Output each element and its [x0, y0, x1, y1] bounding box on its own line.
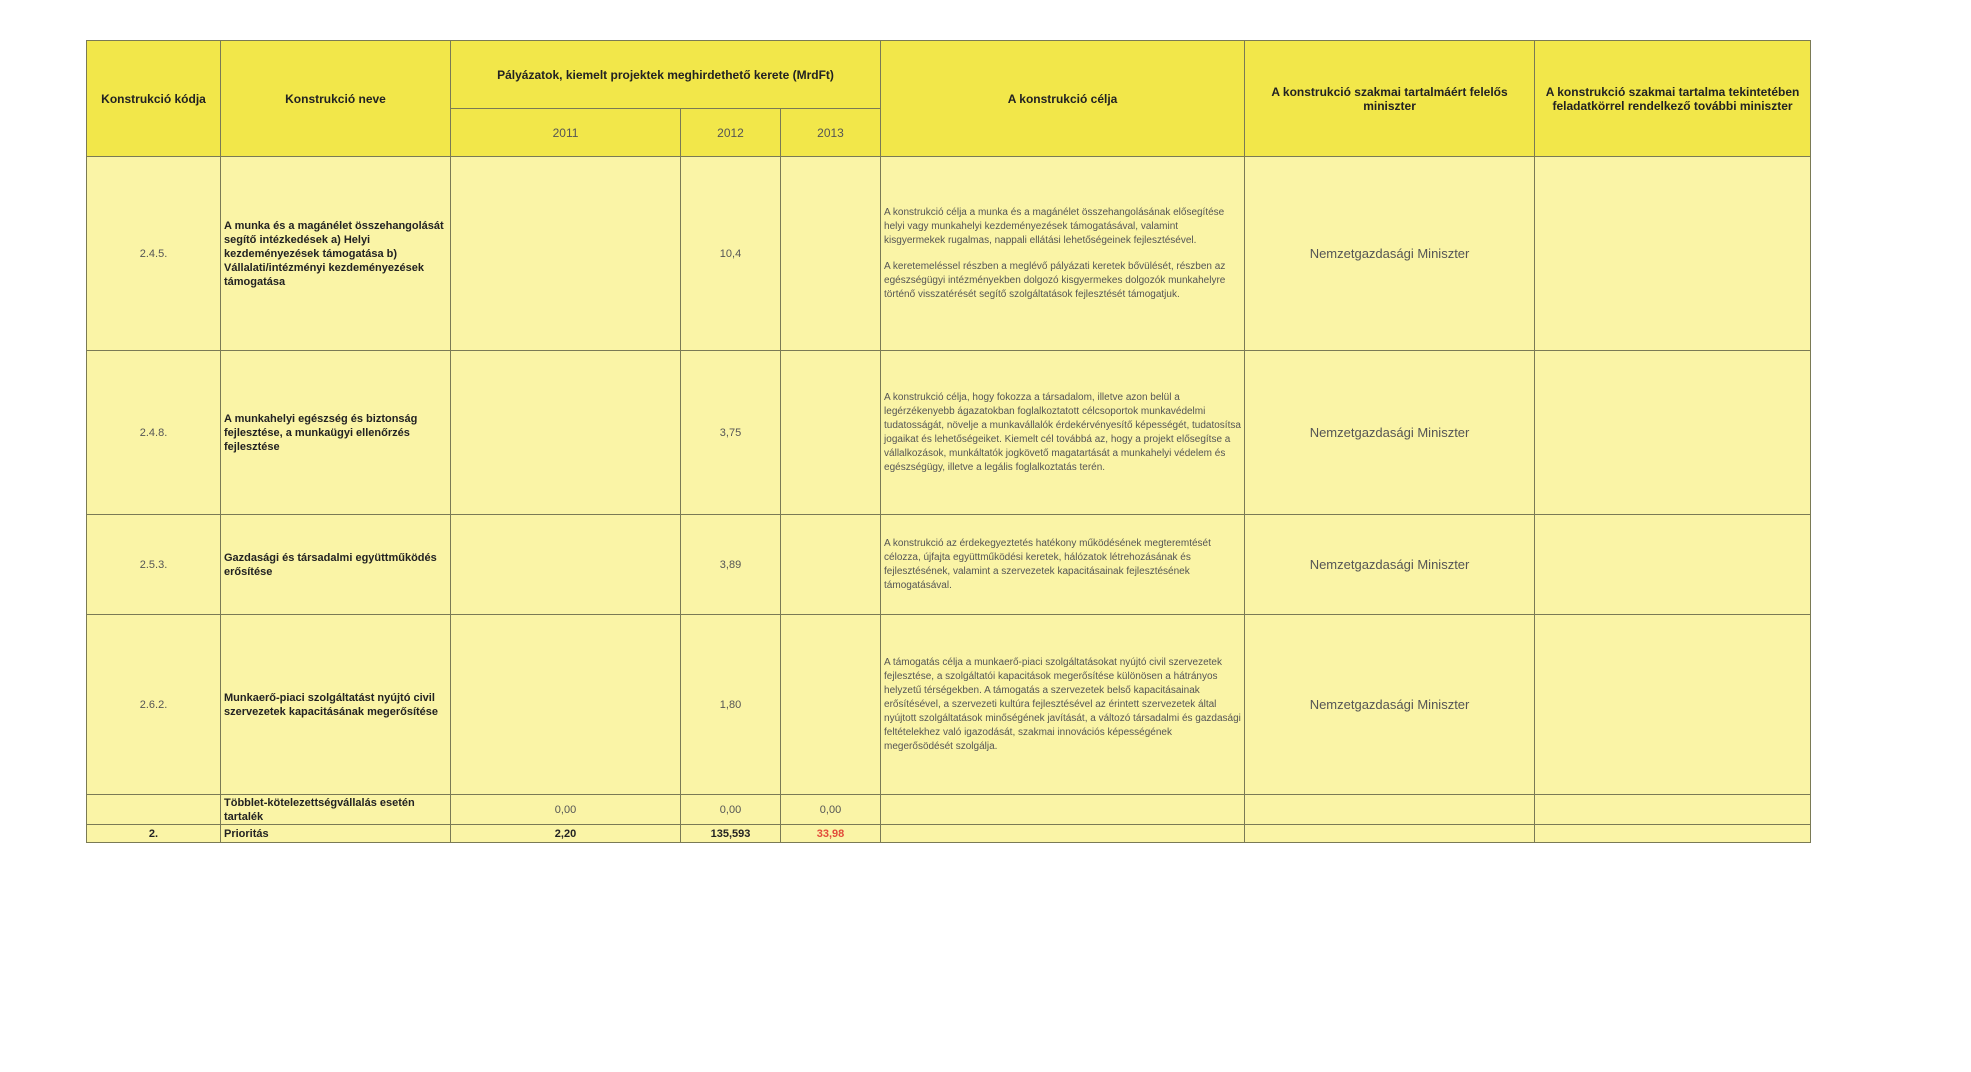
- row-code[interactable]: 2.6.2.: [87, 615, 221, 795]
- row-other-minister[interactable]: [1535, 615, 1811, 795]
- row-2011[interactable]: [451, 351, 681, 515]
- row-goal[interactable]: [881, 351, 1245, 515]
- header-budget[interactable]: Pályázatok, kiemelt projektek meghirdethető kerete (MrdFt): [451, 41, 881, 109]
- row-goal[interactable]: [881, 515, 1245, 615]
- row-2012[interactable]: 10,4: [681, 157, 781, 351]
- header-year-2011[interactable]: 2011: [451, 109, 681, 157]
- row-goal-paragraph: A konstrukció az érdekegyeztetés hatékony működésének megteremtését célozza, újfajta együttműködési keretek, hálózatok létrehozásának és fejlesztésének, valamint a szervezetek kapacitásainak fejlesztésének támogatásával.: [884, 537, 1211, 591]
- reserve-goal[interactable]: [881, 795, 1245, 825]
- header-goal[interactable]: A konstrukció célja: [881, 41, 1245, 157]
- row-2011[interactable]: [451, 615, 681, 795]
- total-2013[interactable]: 33,98: [781, 825, 881, 843]
- row-other-minister[interactable]: [1535, 515, 1811, 615]
- reserve-name[interactable]: Többlet-kötelezettségvállalás esetén tartalék: [221, 795, 451, 825]
- total-name[interactable]: Prioritás: [221, 825, 451, 843]
- row-minister[interactable]: Nemzetgazdasági Miniszter: [1245, 515, 1535, 615]
- row-2013[interactable]: [781, 157, 881, 351]
- reserve-2011[interactable]: 0,00: [451, 795, 681, 825]
- table-row: [87, 157, 1811, 351]
- row-2012[interactable]: 1,80: [681, 615, 781, 795]
- row-2013[interactable]: [781, 351, 881, 515]
- row-name[interactable]: A munka és a magánélet összehangolását segítő intézkedések a) Helyi kezdeményezések támogatása b) Vállalati/intézményi kezdeményezések támogatása: [221, 157, 451, 351]
- row-name[interactable]: A munkahelyi egészség és biztonság fejlesztése, a munkaügyi ellenőrzés fejlesztése: [221, 351, 451, 515]
- row-goal[interactable]: [881, 615, 1245, 795]
- total-code[interactable]: 2.: [87, 825, 221, 843]
- construction-table: [86, 40, 1811, 843]
- header-year-2012[interactable]: 2012: [681, 109, 781, 157]
- reserve-2012[interactable]: 0,00: [681, 795, 781, 825]
- row-name[interactable]: Gazdasági és társadalmi együttműködés erősítése: [221, 515, 451, 615]
- row-goal-paragraph: A keretemeléssel részben a meglévő pályázati keretek bővülését, részben az egészségügyi intézményekben dolgozó kisgyermekes dolgozók munkahelyre történő visszatérését segítő szolgáltatások fejlesztését támogatjuk.: [884, 260, 1226, 300]
- total-goal[interactable]: [881, 825, 1245, 843]
- header-name[interactable]: Konstrukció neve: [221, 41, 451, 157]
- row-2012[interactable]: 3,89: [681, 515, 781, 615]
- reserve-code[interactable]: [87, 795, 221, 825]
- total-2012[interactable]: 135,593: [681, 825, 781, 843]
- header-year-2013[interactable]: 2013: [781, 109, 881, 157]
- row-minister[interactable]: Nemzetgazdasági Miniszter: [1245, 351, 1535, 515]
- header-code[interactable]: Konstrukció kódja: [87, 41, 221, 157]
- row-2012[interactable]: 3,75: [681, 351, 781, 515]
- table-row: [87, 615, 1811, 795]
- total-other-minister[interactable]: [1535, 825, 1811, 843]
- row-2013[interactable]: [781, 515, 881, 615]
- row-goal-paragraph: A támogatás célja a munkaerő-piaci szolgáltatásokat nyújtó civil szervezetek fejlesztése, a szolgáltatói kapacitások megerősítése különösen a hátrányos helyzetű térségekben. A támogatás a szervezetek belső kapacitásainak erősítésével, a szervezeti kultúra fejlesztésével az érintett szervezetek által nyújtott szolgáltatások minőségének javítását, a változó társadalmi és gazdasági feltételekhez való igazodását, szakmai innovációs képességének megerősödését szolgálja.: [884, 656, 1241, 752]
- total-minister[interactable]: [1245, 825, 1535, 843]
- row-other-minister[interactable]: [1535, 157, 1811, 351]
- row-name[interactable]: Munkaerő-piaci szolgáltatást nyújtó civil szervezetek kapacitásának megerősítése: [221, 615, 451, 795]
- row-2013[interactable]: [781, 615, 881, 795]
- row-goal-paragraph: A konstrukció célja a munka és a magánélet összehangolásának elősegítése helyi vagy munkahelyi kezdeményezések támogatásával, valamint kisgyermekek rugalmas, nappali ellátási lehetőségeinek fejlesztésével.: [884, 206, 1225, 246]
- row-2011[interactable]: [451, 515, 681, 615]
- reserve-other-minister[interactable]: [1535, 795, 1811, 825]
- row-minister[interactable]: Nemzetgazdasági Miniszter: [1245, 157, 1535, 351]
- row-goal[interactable]: [881, 157, 1245, 351]
- row-goal-paragraph: A konstrukció célja, hogy fokozza a társadalom, illetve azon belül a legérzékenyebb ágazatokban foglalkoztatott célcsoportok munkavédelmi tudatosságát, növelje a munkavállalók érdekérvényesítő képességét, tudatosítsa jogaikat és lehetőségeiket. Kiemelt cél továbbá az, hogy a projekt elősegítse a vállalkozások, munkáltatók jogkövető magatartását a munkahelyi védelem és egészségügy, illetve a legális foglalkoztatás terén.: [884, 391, 1241, 473]
- reserve-minister[interactable]: [1245, 795, 1535, 825]
- total-row: [87, 825, 1811, 843]
- total-2011[interactable]: 2,20: [451, 825, 681, 843]
- row-code[interactable]: 2.4.8.: [87, 351, 221, 515]
- row-code[interactable]: 2.4.5.: [87, 157, 221, 351]
- row-2011[interactable]: [451, 157, 681, 351]
- row-minister[interactable]: Nemzetgazdasági Miniszter: [1245, 615, 1535, 795]
- header-minister[interactable]: A konstrukció szakmai tartalmáért felelős miniszter: [1245, 41, 1535, 157]
- header-row: [87, 41, 1811, 109]
- table-row: [87, 351, 1811, 515]
- row-code[interactable]: 2.5.3.: [87, 515, 221, 615]
- row-other-minister[interactable]: [1535, 351, 1811, 515]
- reserve-row: [87, 795, 1811, 825]
- header-other-minister[interactable]: A konstrukció szakmai tartalma tekintetében feladatkörrel rendelkező további miniszter: [1535, 41, 1811, 157]
- reserve-2013[interactable]: 0,00: [781, 795, 881, 825]
- table-row: [87, 515, 1811, 615]
